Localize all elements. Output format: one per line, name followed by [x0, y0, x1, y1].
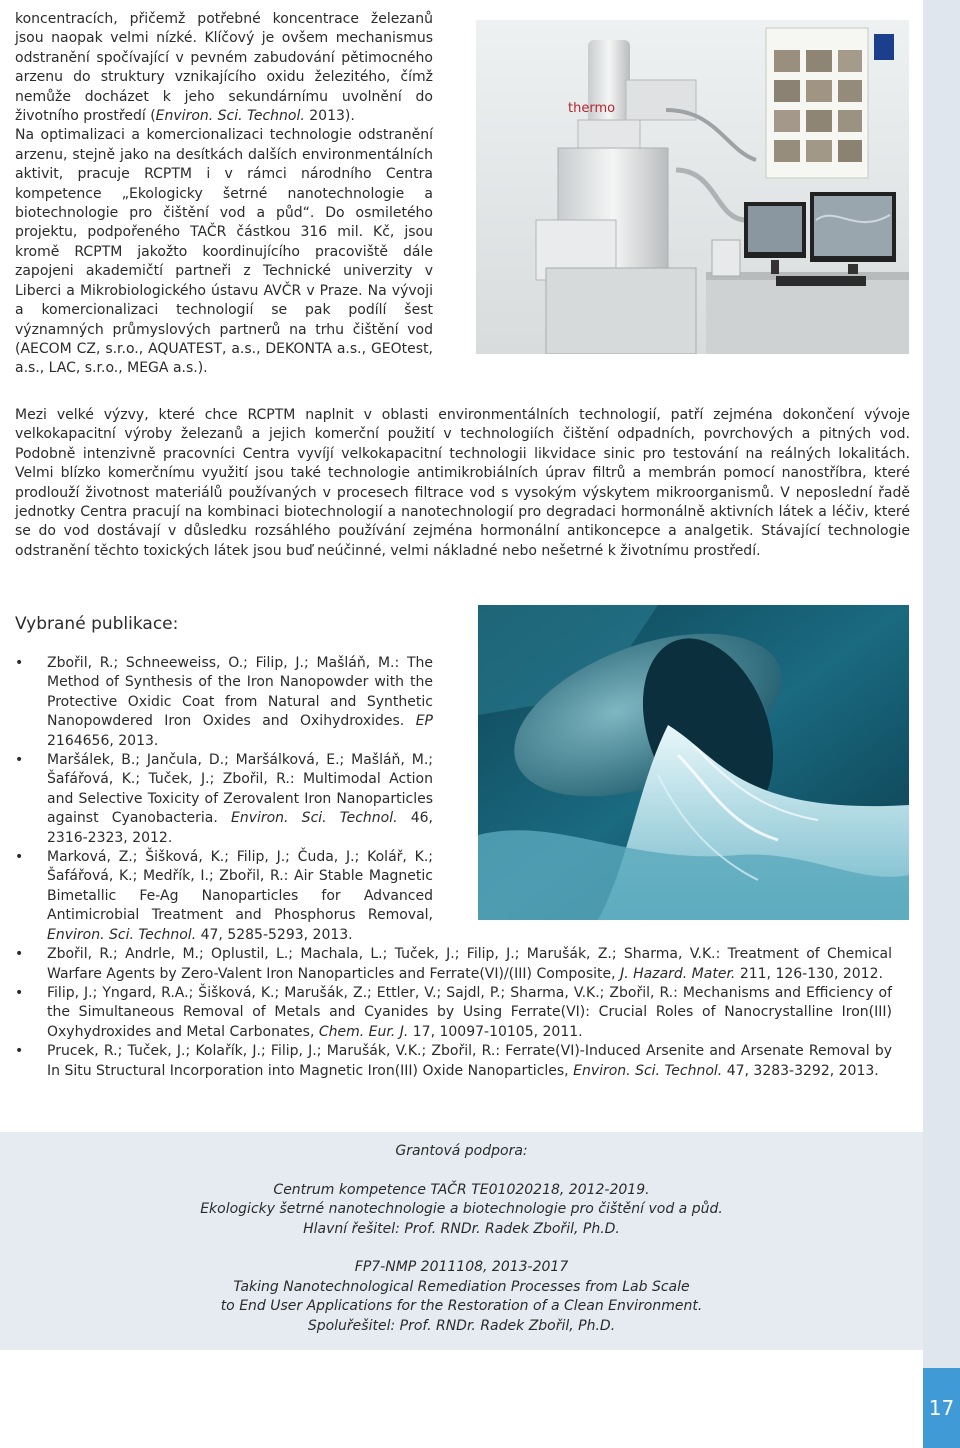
left-column-text	[15, 10, 433, 379]
grant-line: Centrum kompetence TAČR TE01020218, 2012-2019.	[273, 1181, 650, 1198]
publication-item: • Zbořil, R.; Schneeweiss, O.; Filip, J.; Mašláň, M.: The Method of Synthesis of the Iron Nanopowder with the Protective Oxidic Coat from Natural and Synthetic Nanopowdered Iron Oxides and Oxihydroxides. EP 2164656, 2013.	[15, 654, 433, 751]
column-paragraph-2: Na optimalizaci a komercionalizaci technologie odstranění arzenu, stejně jako na desítkách dalších environmentálních aktivit, pracuje RCPTM i v rámci národního Centra kompetence „Ekologicky šetrné nanotechnologie a biotechnologie pro čištění vod a půd“. Do osmiletého projektu, podpořeného TAČR částkou 316 mil. Kč, jsou kromě RCPTM jakožto koordinujícího pracoviště dále zapojeni akademičtí partneři z Technické univerzity v Liberci a Mikrobiologického ústavu AVČR v Praze. Na vývoji a komercionalizaci technologií se pak podílí šest významných průmyslových partnerů na trhu čištění vod (AECOM CZ, s.r.o., AQUATEST, a.s., DEKONTA a.s., GEOtest, a.s., LAC, s.r.o., MEGA a.s.).	[15, 127, 433, 377]
full-width-paragraph: Mezi velké výzvy, které chce RCPTM naplnit v oblasti environmentálních technologií, patří zejména dokončení vývoje velkokapacitní výroby železanů a jejich komerční použití v technologiích čištění odpadních, povrchových a pitných vod. Podobně intenzivně pracovníci Centra vyvíjí velkokapacitní technologii likvidace sinic pro testování na reálných lokalitách. Velmi blízko komerčnímu využití jsou také technologie antimikrobiálních úprav filtrů a membrán pomocí nanostříbra, které prodlouží životnost materiálů používaných v procesech filtrace vod s vysokým výskytem mikroorganismů. V neposlední řadě jednotky Centra pracují na kombinaci biotechnologií a nanotechnologií pro degradaci hormonálně aktivních látek a léčiv, které se do vod dostávají v důsledku rozsáhlého používání zejména hormonální antikoncepce a analgetik. Stávající technologie odstranění těchto toxických látek jsou buď neúčinné, velmi nákladné nebo nešetrné k životnímu prostředí.	[15, 407, 910, 559]
publication-item: • Filip, J.; Yngard, R.A.; Šišková, K.; Marušák, Z.; Ettler, V.; Sajdl, P.; Sharma, V.K.; Zbořil, R.: Mechanisms and Efficiency of the Simultaneous Removal of Metals and Cyanides by Using Ferrate(VI): Crucial Roles of Nanocrystalline Iron(III) Oxyhydroxides and Metal Carbonates, Chem. Eur. J. 17, 10097-10105, 2011.	[15, 984, 892, 1042]
publication-item: • Zbořil, R.; Andrle, M.; Oplustil, L.; Machala, L.; Tuček, J.; Filip, J.; Marušák, Z.; Sharma, V.K.: Treatment of Chemical Warfare Agents by Zero-Valent Iron Nanoparticles and Ferrate(VI)/(III) Composite, J. Hazard. Mater. 211, 126-130, 2012.	[15, 945, 892, 984]
lab-photo-illustration	[476, 20, 909, 354]
grant-support-box	[0, 1132, 923, 1350]
grant-line: Hlavní řešitel: Prof. RNDr. Radek Zbořil, Ph.D.	[303, 1220, 620, 1237]
side-strip	[923, 0, 960, 1448]
column-paragraph-1: koncentracích, přičemž potřebné koncentrace železanů jsou naopak velmi nízké. Klíčový je ovšem mechanismus odstranění spočívající v pevném zabudování pětimocného arzenu do struktury vznikajícího oxidu železitého, čímž nemůže docházet k jeho sekundárnímu uvolnění do životního prostředí (Environ. Sci. Technol. 2013).	[15, 11, 433, 125]
grant-line: Spoluřešitel: Prof. RNDr. Radek Zbořil, Ph.D.	[307, 1317, 616, 1334]
microscope-brand: thermo	[568, 101, 616, 116]
publication-item: • Maršálek, B.; Jančula, D.; Maršálková, E.; Mašláň, M.; Šafářová, K.; Tuček, J.; Zbořil, R.: Multimodal Action and Selective Toxicity of Zerovalent Iron Nanoparticles against Cyanobacteria. Environ. Sci. Technol. 46, 2316-2323, 2012.	[15, 751, 433, 848]
grant-line: Taking Nanotechnological Remediation Processes from Lab Scale	[233, 1278, 690, 1295]
grant-line: to End User Applications for the Restoration of a Clean Environment.	[220, 1298, 703, 1314]
lab-microscope-photo	[476, 20, 909, 354]
page-number: 17	[923, 1368, 960, 1448]
grant-title: Grantová podpora:	[395, 1143, 528, 1159]
publications-list	[15, 654, 892, 1081]
publications-title: Vybrané publikace:	[15, 614, 179, 634]
grant-line: Ekologicky šetrné nanotechnologie a biotechnologie pro čištění vod a půd.	[200, 1201, 723, 1217]
grant-line: FP7-NMP 2011108, 2013-2017	[354, 1259, 569, 1275]
publication-item: • Marková, Z.; Šišková, K.; Filip, J.; Čuda, J.; Kolář, K.; Šafářová, K.; Medřík, I.; Zbořil, R.: Air Stable Magnetic Bimetallic Fe-Ag Nanoparticles for Advanced Antimicrobial Treatment and Phosphorus Removal, Environ. Sci. Technol. 47, 5285-5293, 2013.	[15, 848, 433, 945]
publication-item: • Prucek, R.; Tuček, J.; Kolařík, J.; Filip, J.; Marušák, V.K.; Zbořil, R.: Ferrate(VI)-Induced Arsenite and Arsenate Removal by In Situ Structural Incorporation into Magnetic Iron(III) Oxide Nanoparticles, Environ. Sci. Technol. 47, 3283-3292, 2013.	[15, 1042, 892, 1081]
